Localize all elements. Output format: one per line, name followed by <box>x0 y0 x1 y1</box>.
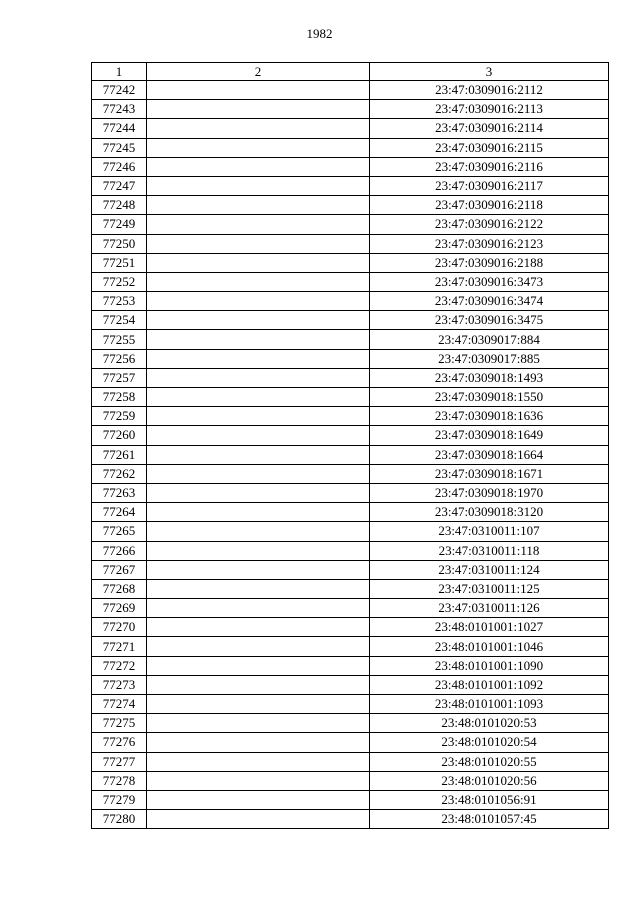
table-row <box>92 637 609 656</box>
cadastral-number-cell: 23:48:0101057:45 <box>370 810 609 829</box>
cadastral-number-cell: 23:48:0101001:1027 <box>370 618 609 637</box>
description-cell <box>147 196 370 215</box>
cadastral-number-cell: 23:47:0309018:1664 <box>370 445 609 464</box>
cadastral-number-cell: 23:47:0309016:2113 <box>370 100 609 119</box>
table-row <box>92 215 609 234</box>
description-cell <box>147 368 370 387</box>
table-row <box>92 695 609 714</box>
row-number-cell: 77246 <box>92 157 147 176</box>
cadastral-number-cell: 23:48:0101001:1090 <box>370 656 609 675</box>
cadastral-number-cell: 23:47:0310011:118 <box>370 541 609 560</box>
table-row <box>92 752 609 771</box>
cadastral-number-cell: 23:47:0309016:3474 <box>370 292 609 311</box>
row-number-cell: 77250 <box>92 234 147 253</box>
cadastral-number-cell: 23:47:0310011:125 <box>370 579 609 598</box>
table-row <box>92 445 609 464</box>
description-cell <box>147 618 370 637</box>
description-cell <box>147 253 370 272</box>
table-row <box>92 138 609 157</box>
row-number-cell: 77274 <box>92 695 147 714</box>
table-row <box>92 349 609 368</box>
description-cell <box>147 426 370 445</box>
table-row <box>92 81 609 100</box>
description-cell <box>147 483 370 502</box>
description-cell <box>147 790 370 809</box>
description-cell <box>147 752 370 771</box>
row-number-cell: 77268 <box>92 579 147 598</box>
cadastral-number-cell: 23:47:0309017:884 <box>370 330 609 349</box>
table-row <box>92 426 609 445</box>
table-row <box>92 560 609 579</box>
description-cell <box>147 215 370 234</box>
cadastral-number-cell: 23:47:0309018:1493 <box>370 368 609 387</box>
description-cell <box>147 675 370 694</box>
description-cell <box>147 503 370 522</box>
column-header-2: 2 <box>147 63 370 81</box>
table-body <box>92 81 609 829</box>
table-row <box>92 119 609 138</box>
table-row <box>92 790 609 809</box>
description-cell <box>147 733 370 752</box>
cadastral-number-cell: 23:47:0309016:2118 <box>370 196 609 215</box>
row-number-cell: 77254 <box>92 311 147 330</box>
row-number-cell: 77261 <box>92 445 147 464</box>
description-cell <box>147 330 370 349</box>
description-cell <box>147 138 370 157</box>
cadastral-number-cell: 23:47:0309018:1636 <box>370 407 609 426</box>
cadastral-number-cell: 23:48:0101020:53 <box>370 714 609 733</box>
row-number-cell: 77244 <box>92 119 147 138</box>
cadastral-number-cell: 23:47:0309016:2115 <box>370 138 609 157</box>
description-cell <box>147 656 370 675</box>
table-row <box>92 522 609 541</box>
description-cell <box>147 695 370 714</box>
row-number-cell: 77272 <box>92 656 147 675</box>
row-number-cell: 77245 <box>92 138 147 157</box>
row-number-cell: 77269 <box>92 599 147 618</box>
row-number-cell: 77255 <box>92 330 147 349</box>
cadastral-number-cell: 23:47:0309018:1970 <box>370 483 609 502</box>
cadastral-number-cell: 23:47:0309016:2116 <box>370 157 609 176</box>
row-number-cell: 77257 <box>92 368 147 387</box>
column-header-1: 1 <box>92 63 147 81</box>
table-header <box>92 63 609 81</box>
table-row <box>92 503 609 522</box>
description-cell <box>147 579 370 598</box>
table-row <box>92 675 609 694</box>
row-number-cell: 77262 <box>92 464 147 483</box>
table-row <box>92 176 609 195</box>
row-number-cell: 77259 <box>92 407 147 426</box>
description-cell <box>147 234 370 253</box>
row-number-cell: 77248 <box>92 196 147 215</box>
table-row <box>92 714 609 733</box>
description-cell <box>147 464 370 483</box>
table-row <box>92 771 609 790</box>
table-row <box>92 253 609 272</box>
row-number-cell: 77249 <box>92 215 147 234</box>
row-number-cell: 77266 <box>92 541 147 560</box>
cadastral-number-cell: 23:47:0309016:2122 <box>370 215 609 234</box>
description-cell <box>147 292 370 311</box>
table-row <box>92 196 609 215</box>
cadastral-number-cell: 23:48:0101020:54 <box>370 733 609 752</box>
description-cell <box>147 637 370 656</box>
cadastral-number-cell: 23:48:0101020:55 <box>370 752 609 771</box>
table-row <box>92 541 609 560</box>
cadastral-number-cell: 23:47:0309016:3475 <box>370 311 609 330</box>
header-row <box>92 63 609 81</box>
row-number-cell: 77251 <box>92 253 147 272</box>
row-number-cell: 77278 <box>92 771 147 790</box>
register-table <box>91 62 609 829</box>
table-row <box>92 464 609 483</box>
cadastral-number-cell: 23:47:0309016:2188 <box>370 253 609 272</box>
cadastral-number-cell: 23:48:0101056:91 <box>370 790 609 809</box>
cadastral-number-cell: 23:47:0309016:3473 <box>370 272 609 291</box>
cadastral-number-cell: 23:47:0310011:124 <box>370 560 609 579</box>
cadastral-number-cell: 23:47:0309016:2123 <box>370 234 609 253</box>
row-number-cell: 77247 <box>92 176 147 195</box>
row-number-cell: 77252 <box>92 272 147 291</box>
table-row <box>92 810 609 829</box>
row-number-cell: 77253 <box>92 292 147 311</box>
table-row <box>92 483 609 502</box>
description-cell <box>147 810 370 829</box>
row-number-cell: 77256 <box>92 349 147 368</box>
row-number-cell: 77263 <box>92 483 147 502</box>
description-cell <box>147 388 370 407</box>
table-row <box>92 234 609 253</box>
description-cell <box>147 100 370 119</box>
description-cell <box>147 81 370 100</box>
row-number-cell: 77264 <box>92 503 147 522</box>
table-row <box>92 100 609 119</box>
table-row <box>92 330 609 349</box>
table-row <box>92 368 609 387</box>
description-cell <box>147 599 370 618</box>
cadastral-number-cell: 23:47:0310011:107 <box>370 522 609 541</box>
row-number-cell: 77242 <box>92 81 147 100</box>
table-row <box>92 388 609 407</box>
row-number-cell: 77280 <box>92 810 147 829</box>
description-cell <box>147 272 370 291</box>
description-cell <box>147 176 370 195</box>
table-row <box>92 157 609 176</box>
description-cell <box>147 541 370 560</box>
row-number-cell: 77265 <box>92 522 147 541</box>
row-number-cell: 77276 <box>92 733 147 752</box>
cadastral-number-cell: 23:48:0101020:56 <box>370 771 609 790</box>
description-cell <box>147 119 370 138</box>
description-cell <box>147 560 370 579</box>
row-number-cell: 77271 <box>92 637 147 656</box>
row-number-cell: 77243 <box>92 100 147 119</box>
table-row <box>92 579 609 598</box>
row-number-cell: 77273 <box>92 675 147 694</box>
column-header-3: 3 <box>370 63 609 81</box>
description-cell <box>147 522 370 541</box>
table-row <box>92 618 609 637</box>
table-row <box>92 599 609 618</box>
row-number-cell: 77275 <box>92 714 147 733</box>
cadastral-number-cell: 23:47:0309018:1671 <box>370 464 609 483</box>
row-number-cell: 77260 <box>92 426 147 445</box>
row-number-cell: 77267 <box>92 560 147 579</box>
cadastral-number-cell: 23:48:0101001:1093 <box>370 695 609 714</box>
description-cell <box>147 157 370 176</box>
cadastral-number-cell: 23:47:0309018:3120 <box>370 503 609 522</box>
description-cell <box>147 311 370 330</box>
cadastral-number-cell: 23:47:0309016:2112 <box>370 81 609 100</box>
cadastral-number-cell: 23:47:0310011:126 <box>370 599 609 618</box>
description-cell <box>147 714 370 733</box>
row-number-cell: 77270 <box>92 618 147 637</box>
description-cell <box>147 445 370 464</box>
table-row <box>92 656 609 675</box>
row-number-cell: 77277 <box>92 752 147 771</box>
cadastral-number-cell: 23:47:0309016:2114 <box>370 119 609 138</box>
table-row <box>92 733 609 752</box>
description-cell <box>147 771 370 790</box>
table-row <box>92 311 609 330</box>
cadastral-number-cell: 23:47:0309016:2117 <box>370 176 609 195</box>
cadastral-number-cell: 23:47:0309017:885 <box>370 349 609 368</box>
cadastral-number-cell: 23:47:0309018:1550 <box>370 388 609 407</box>
description-cell <box>147 407 370 426</box>
row-number-cell: 77279 <box>92 790 147 809</box>
description-cell <box>147 349 370 368</box>
cadastral-number-cell: 23:48:0101001:1092 <box>370 675 609 694</box>
row-number-cell: 77258 <box>92 388 147 407</box>
cadastral-number-cell: 23:48:0101001:1046 <box>370 637 609 656</box>
table-row <box>92 272 609 291</box>
page-number: 1982 <box>306 26 333 41</box>
table-row <box>92 292 609 311</box>
cadastral-number-cell: 23:47:0309018:1649 <box>370 426 609 445</box>
table-row <box>92 407 609 426</box>
